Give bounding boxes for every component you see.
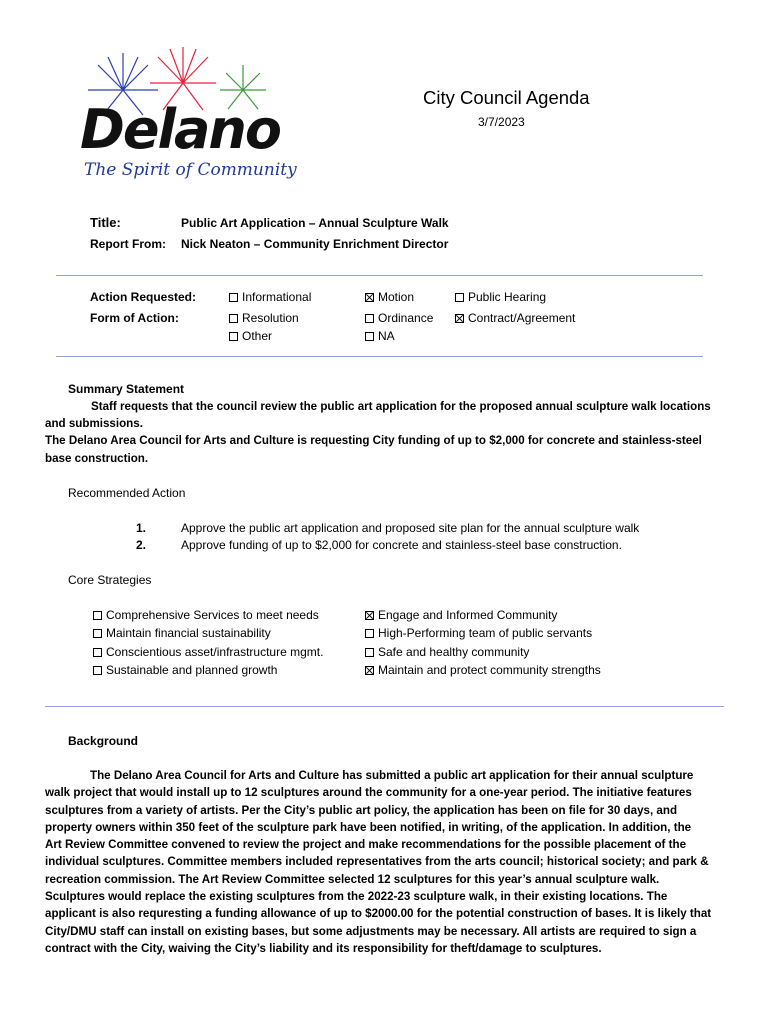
list-item-number: 1. (136, 521, 147, 535)
checkbox-checked-icon (455, 314, 464, 323)
checkbox-unchecked-icon (365, 648, 374, 657)
strategy-safe-community[interactable]: Safe and healthy community (365, 645, 529, 659)
checkbox-checked-icon (365, 611, 374, 620)
strategy-financial-sustainability[interactable]: Maintain financial sustainability (93, 626, 271, 640)
background-line: City/DMU staff can install on existing bases, but some adjustments may be necessary. All artists are required to sign a (45, 925, 697, 938)
divider (56, 275, 703, 276)
background-line: property owners within 350 feet of the sculpture park have been notified, in writing, of the application. In addition, the (45, 821, 692, 834)
checkbox-contract-agreement[interactable]: Contract/Agreement (455, 311, 575, 325)
title-label: Title: (90, 215, 121, 230)
strategy-comprehensive-services[interactable]: Comprehensive Services to meet needs (93, 608, 319, 622)
recommended-heading: Recommended Action (68, 486, 186, 500)
page-title: City Council Agenda (423, 87, 590, 108)
checkbox-informational[interactable]: Informational (229, 290, 311, 304)
checkbox-unchecked-icon (93, 648, 102, 657)
report-from-label: Report From: (90, 237, 166, 251)
checkbox-ordinance[interactable]: Ordinance (365, 311, 433, 325)
checkbox-unchecked-icon (365, 629, 374, 638)
checkbox-unchecked-icon (455, 293, 464, 302)
background-heading: Background (68, 734, 139, 748)
checkbox-unchecked-icon (93, 611, 102, 620)
strategy-asset-infrastructure[interactable]: Conscientious asset/infrastructure mgmt. (93, 645, 323, 659)
agenda-date: 3/7/2023 (478, 115, 525, 129)
divider (56, 356, 703, 357)
strategy-high-performing-team[interactable]: High-Performing team of public servants (365, 626, 592, 640)
background-line: individual sculptures. Committee members included representatives from the arts council; historical society; and park & (45, 855, 709, 868)
logo-wordmark: Delano (80, 98, 280, 161)
summary-line: The Delano Area Council for Arts and Culture is requesting City funding of up to $2,000 for concrete and stainless-steel (45, 434, 702, 447)
background-line: contract with the City, waiving the City’s liability and its responsibility for theft/damage to sculptures. (45, 942, 602, 955)
checkbox-na[interactable]: NA (365, 329, 395, 343)
checkbox-checked-icon (365, 293, 374, 302)
strategy-community-strengths[interactable]: Maintain and protect community strengths (365, 663, 601, 677)
checkbox-unchecked-icon (93, 666, 102, 675)
core-strategies-heading: Core Strategies (68, 573, 152, 587)
report-from-value: Nick Neaton – Community Enrichment Director (181, 237, 449, 251)
checkbox-public-hearing[interactable]: Public Hearing (455, 290, 546, 304)
summary-line: and submissions. (45, 417, 143, 430)
background-line: walk project that would install up to 12 sculptures around the community for a one-year period. The initiative features (45, 786, 692, 799)
title-value: Public Art Application – Annual Sculpture Walk (181, 216, 449, 230)
form-of-action-label: Form of Action: (90, 311, 179, 325)
checkbox-unchecked-icon (365, 332, 374, 341)
list-item: Approve funding of up to $2,000 for concrete and stainless-steel base construction. (181, 538, 622, 552)
summary-line: base construction. (45, 452, 149, 465)
list-item: Approve the public art application and proposed site plan for the annual sculpture walk (181, 521, 640, 535)
checkbox-checked-icon (365, 666, 374, 675)
background-line: sculptures from a variety of artists. Per the City’s public art policy, the application has been on file for 30 days, and (45, 804, 678, 817)
background-line: applicant is also requresting a funding allowance of up to $2000.00 for the potential construction of bases. It is likely that (45, 907, 712, 920)
list-item-number: 2. (136, 538, 147, 552)
background-line: The Delano Area Council for Arts and Culture has submitted a public art application for their annual sculpture (90, 769, 694, 782)
background-line: Art Review Committee convened to review the project and make recommendations for the possible placement of the (45, 838, 687, 851)
action-requested-label: Action Requested: (90, 290, 197, 304)
checkbox-unchecked-icon (229, 314, 238, 323)
strategy-planned-growth[interactable]: Sustainable and planned growth (93, 663, 277, 677)
checkbox-unchecked-icon (229, 332, 238, 341)
summary-heading: Summary Statement (68, 382, 185, 396)
checkbox-unchecked-icon (365, 314, 374, 323)
background-line: recreation commission. The Art Review Committee selected 12 sculptures for this year’s annual sculpture walk. (45, 873, 660, 886)
strategy-engaged-community[interactable]: Engage and Informed Community (365, 608, 557, 622)
checkbox-unchecked-icon (93, 629, 102, 638)
background-line: Sculptures would replace the existing sculptures from the 2022-23 sculpture walk, in their existing locations. The (45, 890, 668, 903)
checkbox-unchecked-icon (229, 293, 238, 302)
divider (45, 706, 724, 707)
logo-tagline: The Spirit of Community (84, 160, 297, 180)
checkbox-motion[interactable]: Motion (365, 290, 414, 304)
checkbox-resolution[interactable]: Resolution (229, 311, 299, 325)
summary-line: Staff requests that the council review the public art application for the proposed annual sculpture walk locations (91, 400, 711, 413)
checkbox-other[interactable]: Other (229, 329, 272, 343)
